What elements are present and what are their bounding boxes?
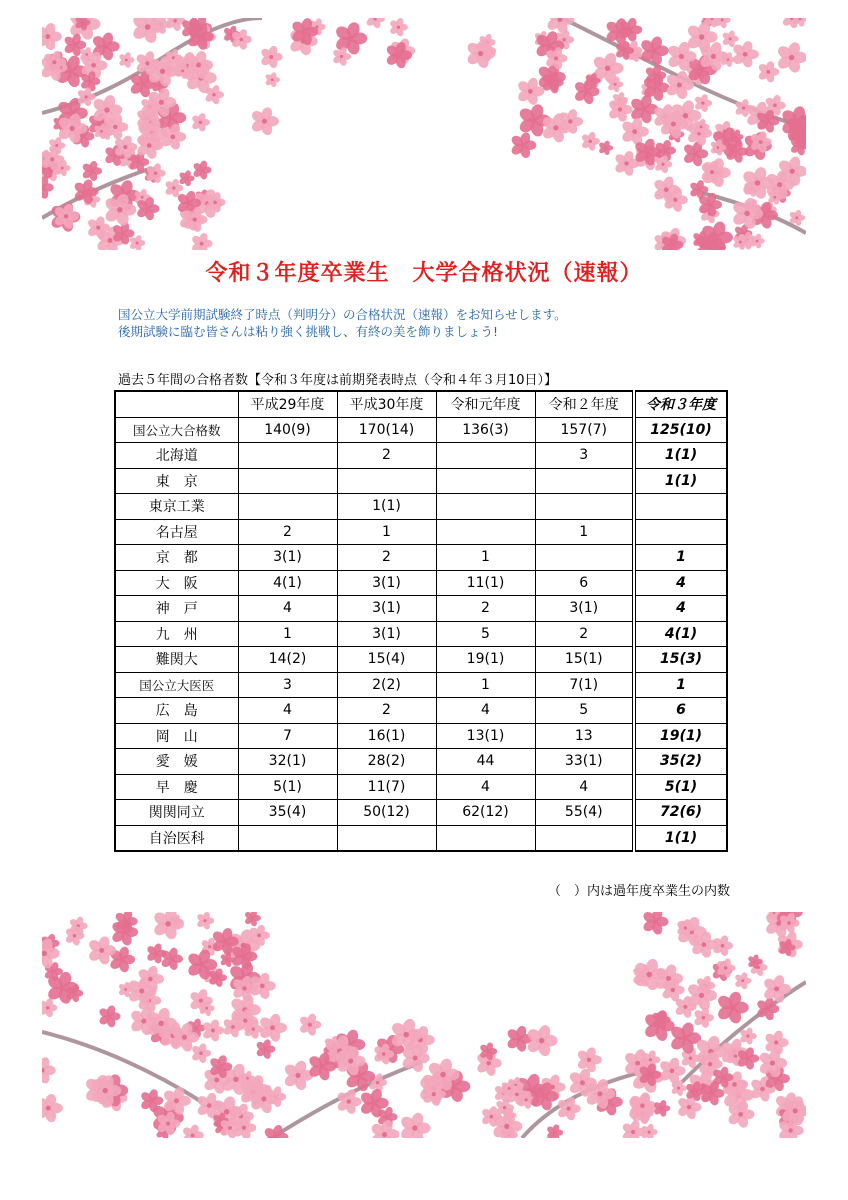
table-cell: 19(1) xyxy=(436,647,535,673)
row-label: 国公立大医医 xyxy=(115,672,238,698)
row-label: 京 都 xyxy=(115,545,238,571)
table-row xyxy=(115,443,727,469)
row-label: 広 島 xyxy=(115,698,238,724)
table-caption: 過去５年間の合格者数【令和３年度は前期発表時点（令和４年３月10日）】 xyxy=(118,373,558,388)
table-cell: 55(4) xyxy=(535,800,634,826)
table-cell: 35(2) xyxy=(634,749,727,775)
table-cell: 2 xyxy=(337,443,436,469)
table-cell xyxy=(337,825,436,851)
row-label: 東 京 xyxy=(115,468,238,494)
table-cell xyxy=(436,494,535,520)
table-cell: 1 xyxy=(535,519,634,545)
table-cell: 72(6) xyxy=(634,800,727,826)
table-cell: 1 xyxy=(436,672,535,698)
table-cell: 6 xyxy=(535,570,634,596)
table-row xyxy=(115,545,727,571)
table-cell: 62(12) xyxy=(436,800,535,826)
table-cell: 13(1) xyxy=(436,723,535,749)
table-cell: 7 xyxy=(238,723,337,749)
row-label: 東京工業 xyxy=(115,494,238,520)
table-cell xyxy=(436,468,535,494)
row-label: 関関同立 xyxy=(115,800,238,826)
table-cell: 28(2) xyxy=(337,749,436,775)
table-cell xyxy=(436,443,535,469)
table-cell: 2 xyxy=(337,545,436,571)
table-cell: 15(4) xyxy=(337,647,436,673)
cherry-blossom-top-image xyxy=(42,18,806,250)
table-cell xyxy=(535,545,634,571)
intro-text xyxy=(118,306,818,340)
table-row xyxy=(115,468,727,494)
table-cell xyxy=(634,519,727,545)
intro-line: 国公立大学前期試験終了時点（判明分）の合格状況（速報）をお知らせします。 xyxy=(118,307,567,322)
table-cell: 3 xyxy=(535,443,634,469)
table-cell: 4(1) xyxy=(634,621,727,647)
table-cell: 125(10) xyxy=(634,417,727,443)
column-header: 平成30年度 xyxy=(337,391,436,417)
table-cell: 1(1) xyxy=(634,468,727,494)
row-label: 自治医科 xyxy=(115,825,238,851)
table-cell: 5(1) xyxy=(238,774,337,800)
table-cell xyxy=(337,468,436,494)
row-label: 岡 山 xyxy=(115,723,238,749)
table-cell: 33(1) xyxy=(535,749,634,775)
column-header: 平成29年度 xyxy=(238,391,337,417)
table-cell: 5(1) xyxy=(634,774,727,800)
row-label: 大 阪 xyxy=(115,570,238,596)
table-cell: 2 xyxy=(238,519,337,545)
table-row xyxy=(115,749,727,775)
table-cell xyxy=(238,468,337,494)
table-cell: 4 xyxy=(535,774,634,800)
table-cell: 3(1) xyxy=(337,596,436,622)
cherry-blossom-icon xyxy=(42,18,806,250)
table-cell: 4 xyxy=(634,596,727,622)
table-cell: 5 xyxy=(535,698,634,724)
table-cell: 50(12) xyxy=(337,800,436,826)
table-row xyxy=(115,672,727,698)
table-cell: 3(1) xyxy=(238,545,337,571)
table-cell xyxy=(436,519,535,545)
table-cell: 140(9) xyxy=(238,417,337,443)
table-row xyxy=(115,621,727,647)
column-header: 令和元年度 xyxy=(436,391,535,417)
table-cell: 4 xyxy=(436,774,535,800)
table-cell: 14(2) xyxy=(238,647,337,673)
table-cell: 7(1) xyxy=(535,672,634,698)
table-cell: 170(14) xyxy=(337,417,436,443)
table-cell: 2 xyxy=(436,596,535,622)
table-cell: 1 xyxy=(634,672,727,698)
table-cell: 35(4) xyxy=(238,800,337,826)
table-cell xyxy=(634,494,727,520)
table-row xyxy=(115,800,727,826)
table-cell: 4(1) xyxy=(238,570,337,596)
table-cell: 15(1) xyxy=(535,647,634,673)
table-cell xyxy=(238,443,337,469)
table-cell: 11(1) xyxy=(436,570,535,596)
table-cell: 5 xyxy=(436,621,535,647)
table-cell: 1 xyxy=(634,545,727,571)
table-cell xyxy=(535,468,634,494)
table-cell: 1 xyxy=(337,519,436,545)
row-label: 九 州 xyxy=(115,621,238,647)
row-label: 難関大 xyxy=(115,647,238,673)
table-cell: 44 xyxy=(436,749,535,775)
row-label: 国公立大合格数 xyxy=(115,417,238,443)
table-cell: 2 xyxy=(337,698,436,724)
table-cell: 4 xyxy=(436,698,535,724)
table-cell xyxy=(535,494,634,520)
table-cell: 15(3) xyxy=(634,647,727,673)
table-cell: 157(7) xyxy=(535,417,634,443)
table-cell xyxy=(238,494,337,520)
table-cell: 2(2) xyxy=(337,672,436,698)
table-row xyxy=(115,596,727,622)
table-cell xyxy=(535,825,634,851)
table-cell: 13 xyxy=(535,723,634,749)
table-cell: 3(1) xyxy=(337,621,436,647)
intro-line: 後期試験に臨む皆さんは粘り強く挑戦し、有終の美を飾りましょう! xyxy=(118,324,499,339)
row-label: 名古屋 xyxy=(115,519,238,545)
table-cell: 1(1) xyxy=(634,825,727,851)
cherry-blossom-bottom-image xyxy=(42,912,806,1138)
column-header xyxy=(115,391,238,417)
table-cell: 4 xyxy=(238,596,337,622)
table-cell: 1 xyxy=(238,621,337,647)
table-row xyxy=(115,494,727,520)
table-cell: 32(1) xyxy=(238,749,337,775)
table-cell xyxy=(436,825,535,851)
table-row xyxy=(115,519,727,545)
table-header-row xyxy=(115,391,727,417)
table-row xyxy=(115,570,727,596)
table-row xyxy=(115,698,727,724)
table-cell: 1 xyxy=(436,545,535,571)
row-label: 神 戸 xyxy=(115,596,238,622)
column-header: 令和３年度 xyxy=(634,391,727,417)
table-cell: 136(3) xyxy=(436,417,535,443)
table-cell: 3 xyxy=(238,672,337,698)
table-cell: 6 xyxy=(634,698,727,724)
table-cell: 11(7) xyxy=(337,774,436,800)
table-cell: 16(1) xyxy=(337,723,436,749)
table-row xyxy=(115,774,727,800)
table-footnote: （ ）内は過年度卒業生の内数 xyxy=(547,884,730,899)
cherry-blossom-icon xyxy=(42,912,806,1138)
table-cell: 4 xyxy=(238,698,337,724)
table-cell: 1(1) xyxy=(337,494,436,520)
table-row xyxy=(115,417,727,443)
table-cell: 4 xyxy=(634,570,727,596)
table-cell: 3(1) xyxy=(337,570,436,596)
column-header: 令和２年度 xyxy=(535,391,634,417)
row-label: 愛 媛 xyxy=(115,749,238,775)
table-cell: 19(1) xyxy=(634,723,727,749)
row-label: 北海道 xyxy=(115,443,238,469)
table-cell: 1(1) xyxy=(634,443,727,469)
table-row xyxy=(115,647,727,673)
page-title: 令和３年度卒業生 大学合格状況（速報） xyxy=(205,261,643,286)
table-row xyxy=(115,723,727,749)
row-label: 早 慶 xyxy=(115,774,238,800)
table-row xyxy=(115,825,727,851)
table-cell: 2 xyxy=(535,621,634,647)
results-table xyxy=(114,390,728,852)
table-cell: 3(1) xyxy=(535,596,634,622)
table-cell xyxy=(238,825,337,851)
